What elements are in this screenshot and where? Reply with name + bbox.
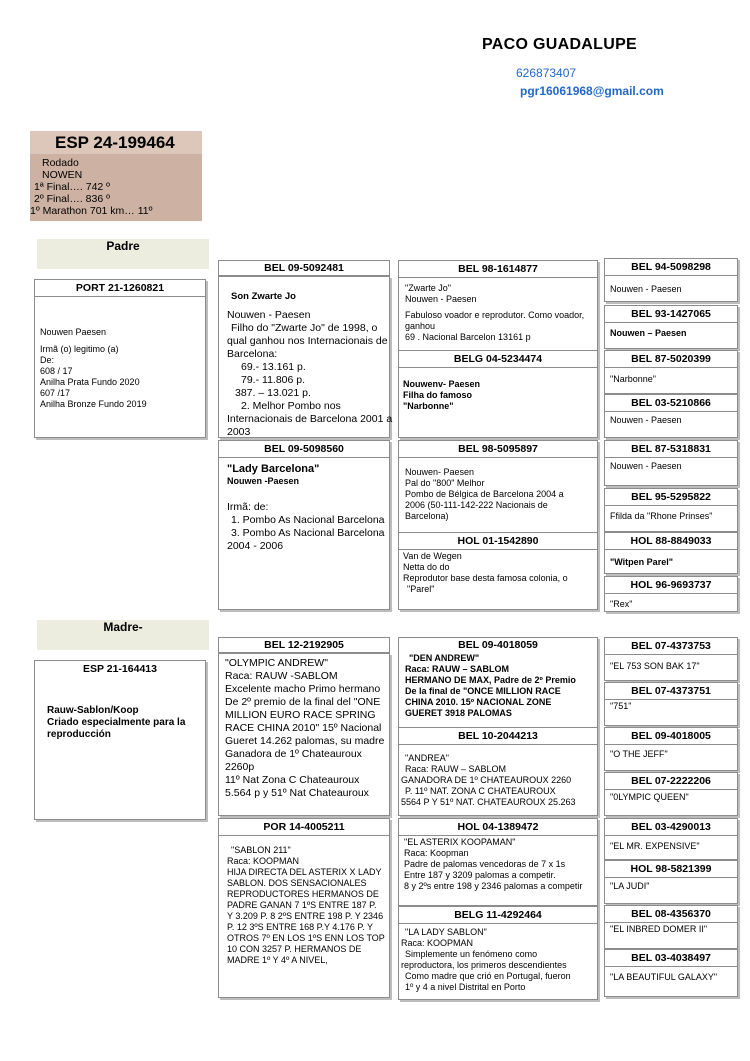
sire-dam-name: "Lady Barcelona" xyxy=(227,463,320,475)
owner-email: pgr16061968@gmail.com xyxy=(520,84,664,98)
section-madre-label: Madre- xyxy=(37,620,209,650)
detail-line: 5564 P Y 51º NAT. CHATEAUROUX 25.263 xyxy=(401,797,576,807)
gen4-sire-card-4 xyxy=(604,394,738,438)
gen4-sire-card-5 xyxy=(604,440,738,486)
detail-line: 2006 (50-111-142-222 Nacionais de xyxy=(405,500,548,510)
gen4-text: Nouwen – Paesen xyxy=(610,328,687,338)
detail-line: 79.- 11.806 p. xyxy=(241,374,306,386)
dam-dam-details xyxy=(227,845,385,966)
detail-line: Excelente macho Primo hermano xyxy=(225,683,381,695)
gen4-sire-card-7 xyxy=(604,532,738,574)
gen3-sire-card-2 xyxy=(398,350,598,438)
detail-line: GANADORA DE 1º CHATEAUROUX 2260 xyxy=(401,775,572,785)
dam-details xyxy=(47,705,185,741)
gen4-ring: BEL 07-4373751 xyxy=(605,683,737,700)
detail-line: 5.564 p y 51º Nat Chateauroux xyxy=(225,787,369,799)
detail-line: HERMANO DE MAX, Padre de 2º Premio xyxy=(405,675,576,685)
detail-line: 2004 - 2006 xyxy=(227,540,284,552)
sire-line: Anilha Bronze Fundo 2019 xyxy=(40,399,147,409)
detail-line: qual ganhou nos Internacionais de xyxy=(227,335,388,347)
detail-line: 3. Pombo As Nacional Barcelona xyxy=(231,527,385,539)
detail-line: Van de Wegen xyxy=(403,551,462,561)
detail-line: RACE CHINA 2010" 15º Nacional xyxy=(225,722,382,734)
detail-line: Internacionais de Barcelona 2001 a xyxy=(227,413,393,425)
detail-line: 10 CON 3257 P. HERMANOS DE xyxy=(227,944,362,954)
gen3-details xyxy=(403,379,480,412)
gen3-ring: BEL 98-5095897 xyxy=(399,441,597,458)
section-padre-label: Padre xyxy=(37,239,209,269)
dam-dam-ring: POR 14-4005211 xyxy=(219,819,389,836)
gen3-ring: BEL 09-4018059 xyxy=(458,639,538,651)
detail-line: P. 12 3ºS ENTRE 168 P.Y 4.176 P. Y xyxy=(227,922,374,932)
detail-line: Y 3.209 P. 8 2ºS ENTRE 198 P. Y 2346 xyxy=(227,911,384,921)
gen4-text: Nouwen - Paesen xyxy=(610,461,682,471)
dam-card xyxy=(34,660,206,820)
detail-line: PADRE GANAN 7 1ºS ENTRE 187 P. xyxy=(227,900,377,910)
gen3-ring: BEL 10-2044213 xyxy=(399,728,597,745)
gen3-sire-card-3 xyxy=(398,440,598,534)
gen4-ring: BEL 08-4356370 xyxy=(605,906,737,923)
sire-line: Nouwen Paesen xyxy=(40,327,107,337)
detail-line: Raca: KOOPMAN xyxy=(401,938,474,948)
detail-line: Nouwenv- Paesen xyxy=(403,379,481,389)
detail-line: reproductora, los primeros descendientes xyxy=(401,960,567,970)
gen4-text: Ffilda da "Rhone Prinses" xyxy=(610,511,713,521)
gen4-text: "EL MR. EXPENSIVE" xyxy=(610,841,700,851)
gen4-sire-card-2 xyxy=(604,305,738,349)
detail-line: 2260p xyxy=(225,761,255,773)
gen3-dam-card-3 xyxy=(398,818,598,906)
sire-sire-card xyxy=(218,276,393,438)
detail-line: P. 11º NAT. ZONA C CHATEAUROUX xyxy=(405,786,556,796)
sire-line: De: xyxy=(40,355,55,365)
gen4-ring: BEL 03-5210866 xyxy=(605,395,737,412)
detail-line: CHINA 2010. 15º NACIONAL ZONE xyxy=(405,697,552,707)
subject-line: 1ª Final…. 742 º xyxy=(34,181,111,193)
detail-line: Como madre que crió en Portugal, fueron xyxy=(405,971,571,981)
detail-line: De 2º premio de la final del "ONE xyxy=(225,696,381,708)
gen4-ring: HOL 96-9693737 xyxy=(605,577,737,594)
owner-name: PACO GUADALUPE xyxy=(482,36,638,53)
gen4-text: "EL 753 SON BAK 17" xyxy=(610,661,700,671)
gen3-ring: BELG 04-5234474 xyxy=(399,351,597,368)
gen3-details xyxy=(403,551,568,595)
gen4-text: "751" xyxy=(610,701,632,711)
detail-line: Simplemente un fenómeno como xyxy=(405,949,538,959)
detail-line: MADRE 1º Y 4º A NIVEL, xyxy=(227,955,328,965)
detail-line: "ANDREA" xyxy=(405,753,449,763)
detail-line: De la final de "ONCE MILLION RACE xyxy=(405,686,561,696)
gen4-ring: HOL 88-8849033 xyxy=(605,533,737,550)
detail-line: REPRODUCTORES HERMANOS DE xyxy=(227,889,379,899)
detail-line: ganhou xyxy=(405,321,436,331)
gen4-dam-card-7 xyxy=(604,905,738,949)
gen3-dam-card-2 xyxy=(398,727,598,816)
detail-line: "EL ASTERIX KOOPAMAN" xyxy=(404,837,516,847)
gen4-sire-card-1 xyxy=(604,258,738,302)
gen4-ring: BEL 07-4373753 xyxy=(605,638,737,655)
gen4-ring: BEL 07-2222206 xyxy=(605,773,737,790)
gen3-sire-card-4 xyxy=(398,532,598,610)
gen3-ring: BELG 11-4292464 xyxy=(399,907,597,924)
subject-line: 2º Final…. 836 º xyxy=(34,193,110,205)
dam-sire-ring: BEL 12-2192905 xyxy=(218,637,390,653)
gen3-dam-card-4 xyxy=(398,906,598,1000)
detail-line: Gueret 14.262 palomas, su madre xyxy=(225,735,385,747)
gen4-ring: BEL 87-5020399 xyxy=(605,351,737,368)
detail-line: Raca: RAUW – SABLOM xyxy=(405,764,507,774)
gen3-details xyxy=(401,927,571,993)
detail-line: Raca: RAUW – SABLOM xyxy=(405,664,510,674)
gen4-dam-card-8 xyxy=(604,949,738,997)
sire-dam-breeder: Nouwen -Paesen xyxy=(227,476,300,486)
detail-line: Barcelona: xyxy=(227,348,278,360)
gen4-text: "0LYMPIC QUEEN" xyxy=(610,792,689,802)
subject-line: NOWEN xyxy=(42,169,83,181)
gen4-text: "Narbonne" xyxy=(610,374,656,384)
gen4-ring: HOL 98-5821399 xyxy=(605,861,737,878)
gen4-dam-card-2 xyxy=(604,682,738,726)
gen3-ring: HOL 01-1542890 xyxy=(399,533,597,550)
gen4-ring: BEL 93-1427065 xyxy=(605,306,737,323)
gen4-ring: BEL 95-5295822 xyxy=(605,489,737,506)
detail-line: Netta do do xyxy=(403,562,450,572)
detail-line: Raca: RAUW -SABLOM xyxy=(225,670,338,682)
sire-ring: PORT 21-1260821 xyxy=(35,280,205,297)
gen4-text: "Rex" xyxy=(610,599,633,609)
gen4-ring: BEL 94-5098298 xyxy=(605,259,737,276)
detail-line: Nouwen - Paesen xyxy=(405,294,477,304)
detail-line: "OLYMPIC ANDREW" xyxy=(225,657,328,669)
gen4-text: "O THE JEFF" xyxy=(610,749,668,759)
detail-line: Filho do "Zwarte Jo" de 1998, o xyxy=(231,322,378,334)
gen4-sire-card-3 xyxy=(604,350,738,394)
detail-line: Fabuloso voador e reprodutor. Como voador, xyxy=(405,310,585,320)
sire-dam-ring: BEL 09-5098560 xyxy=(219,441,389,458)
sire-sire-ring: BEL 09-5092481 xyxy=(218,260,390,276)
dam-sire-card xyxy=(218,653,390,816)
detail-line: 69 . Nacional Barcelon 13161 p xyxy=(405,332,531,342)
detail-line: Reprodutor base desta famosa colonia, o xyxy=(403,573,568,583)
gen3-details xyxy=(401,753,576,808)
detail-line: Criado especialmente para la xyxy=(47,717,186,728)
detail-line: 1. Pombo As Nacional Barcelona xyxy=(231,514,385,526)
dam-dam-card xyxy=(218,818,390,998)
gen4-sire-card-8 xyxy=(604,576,738,612)
owner-phone: 626873407 xyxy=(516,66,577,80)
detail-line: 2003 xyxy=(227,426,251,438)
detail-line: "LA LADY SABLON" xyxy=(405,927,487,937)
detail-line: reproducción xyxy=(47,729,111,740)
sire-sire-details xyxy=(227,309,392,439)
detail-line: 1º y 4 a nivel Distrital en Porto xyxy=(405,982,526,992)
detail-line: Ganadora de 1º Chateauroux xyxy=(225,748,362,760)
gen4-ring: BEL 03-4038497 xyxy=(605,950,737,967)
sire-line: Irmã (o) legitimo (a) xyxy=(40,344,119,354)
subject-info xyxy=(30,154,202,221)
detail-line: OTROS 7º EN LOS 1ºS ENN LOS TOP xyxy=(227,933,385,943)
detail-line: Rauw-Sablon/Koop xyxy=(47,705,139,716)
gen4-ring: BEL 09-4018005 xyxy=(605,728,737,745)
gen4-text: "LA JUDI" xyxy=(610,881,650,891)
gen4-text: "Witpen Parel" xyxy=(610,557,673,567)
sire-details xyxy=(40,327,147,410)
detail-line: "Zwarte Jo" xyxy=(405,283,451,293)
sire-line: Anilha Prata Fundo 2020 xyxy=(40,377,140,387)
gen4-dam-card-5 xyxy=(604,818,738,860)
detail-line: 11º Nat Zona C Chateauroux xyxy=(225,774,360,786)
detail-line: Raca: Koopman xyxy=(404,848,469,858)
gen4-ring: BEL 03-4290013 xyxy=(605,819,737,836)
subject-line: Rodado xyxy=(42,157,79,169)
detail-line: Barcelona) xyxy=(405,511,449,521)
gen3-dam-card-1 xyxy=(398,637,598,729)
gen4-dam-card-3 xyxy=(604,727,738,771)
detail-line: Padre de palomas vencedoras de 7 x 1s xyxy=(404,859,566,869)
gen4-text: Nouwen - Paesen xyxy=(610,415,682,425)
gen3-ring: HOL 04-1389472 xyxy=(399,819,597,836)
sire-dam-card xyxy=(218,440,390,610)
sire-line: 608 / 17 xyxy=(40,366,73,376)
gen3-ring: BEL 98-1614877 xyxy=(399,261,597,278)
gen3-details xyxy=(405,653,576,719)
detail-line: MILLION EURO RACE SPRING xyxy=(225,709,376,721)
sire-sire-name: Son Zwarte Jo xyxy=(231,291,296,302)
subject-ring: ESP 24-199464 xyxy=(55,133,175,152)
detail-line: 8 y 2ºs entre 198 y 2346 palomas a competir xyxy=(404,881,583,891)
gen3-details xyxy=(405,467,564,522)
detail-line: Pombo de Bélgica de Barcelona 2004 a xyxy=(405,489,564,499)
detail-line: 387. – 13.021 p. xyxy=(235,387,311,399)
detail-line: HIJA DIRECTA DEL ASTERIX X LADY xyxy=(227,867,382,877)
detail-line: "SABLON 211" xyxy=(231,845,291,855)
gen4-text: "EL INBRED DOMER II" xyxy=(610,924,708,934)
sire-line: 607 /17 xyxy=(40,388,71,398)
subject-line: 1º Marathon 701 km… 11º xyxy=(30,205,153,217)
gen4-text: "LA BEAUTIFUL GALAXY" xyxy=(610,972,718,982)
detail-line: Pal do "800" Melhor xyxy=(405,478,485,488)
detail-line: 69.- 13.161 p. xyxy=(241,361,306,373)
gen4-ring: BEL 87-5318831 xyxy=(605,441,737,458)
gen4-sire-card-6 xyxy=(604,488,738,532)
dam-ring: ESP 21-164413 xyxy=(83,663,157,675)
detail-line: "Narbonne" xyxy=(403,401,454,411)
detail-line: 2. Melhor Pombo nos xyxy=(241,400,341,412)
sire-card xyxy=(34,279,206,438)
detail-line: SABLON. DOS SENSACIONALES xyxy=(227,878,367,888)
detail-line: GUERET 3918 PALOMAS xyxy=(405,708,512,718)
detail-line: Entre 187 y 3209 palomas a competir. xyxy=(404,870,556,880)
gen3-details xyxy=(405,283,584,343)
detail-line: "DEN ANDREW" xyxy=(409,653,480,663)
gen3-sire-card-1 xyxy=(398,260,598,352)
gen4-text: Nouwen - Paesen xyxy=(610,284,682,294)
detail-line: Irmã: de: xyxy=(227,501,269,513)
sire-dam-details xyxy=(227,501,385,553)
detail-line: "Parel" xyxy=(407,584,435,594)
detail-line: Filha do famoso xyxy=(403,390,473,400)
gen4-dam-card-4 xyxy=(604,772,738,816)
dam-sire-details xyxy=(225,657,384,800)
detail-line: Nouwen - Paesen xyxy=(227,309,311,321)
subject-card xyxy=(30,131,202,221)
detail-line: Raca: KOOPMAN xyxy=(227,856,300,866)
gen4-dam-card-1 xyxy=(604,637,738,681)
detail-line: Nouwen- Paesen xyxy=(405,467,475,477)
gen4-dam-card-6 xyxy=(604,860,738,904)
gen3-details xyxy=(404,837,582,892)
